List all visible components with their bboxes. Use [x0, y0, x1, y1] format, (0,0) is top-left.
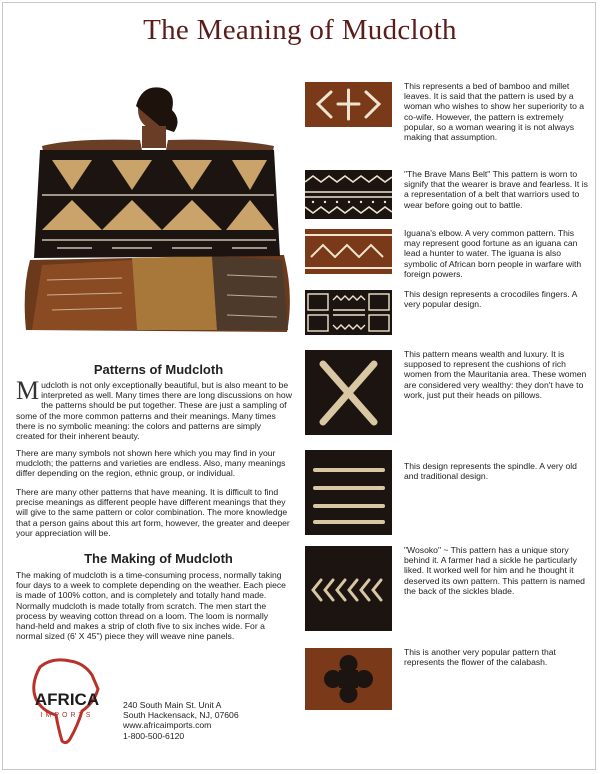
iguana-elbow-description: Iguana's elbow. A very common pattern. This may represent good fortune as an iguana can lead a hunter to water. The iguana is also symbolic of African born people in warfare with foreign powers.	[404, 228, 582, 279]
wealth-cushions-description: This pattern means wealth and luxury. It is supposed to represent the cushions of rich women from the Mauritania area. These women are considered very wealthy: they don't have to work, just put their heads on pillows.	[404, 349, 587, 400]
brave-mans-belt-pattern-swatch	[305, 170, 392, 219]
website-link[interactable]: www.africaimports.com	[123, 720, 212, 731]
sickle-pattern-swatch	[305, 546, 392, 631]
hero-photo-woman-with-mudcloth	[12, 80, 297, 340]
crocodile-fingers-description: This design represents a crocodiles fingers. A very popular design.	[404, 289, 577, 310]
spindle-description: This design represents the spindle. A very old and traditional design.	[404, 461, 577, 482]
patterns-meaning-paragraph: There are many other patterns that have meaning. It is difficult to find precise meanings as different people have different meanings that they will give to the same pattern or color combination. The more knowledge that a person gains about this art form, however, the greater and deeper your appreciation will be.	[16, 487, 290, 538]
logo-wordmark-imports: IMPORTS	[40, 712, 94, 719]
bamboo-bed-description: This represents a bed of bamboo and millet leaves. It is said that the pattern is used by a woman who wishes to show her superiority to a co-wife. However, the pattern is extremely popular, so a woman wearing it is not always making that assumption.	[404, 81, 585, 143]
calabash-flower-description: This is another very popular pattern that represents the flower of the calabash.	[404, 647, 556, 668]
africa-imports-logo	[22, 655, 112, 750]
wealth-cushions-pattern-swatch	[305, 350, 392, 435]
patterns-of-mudcloth-heading: Patterns of Mudcloth	[93, 362, 224, 377]
patterns-intro-paragraph: Mudcloth is not only exceptionally beautiful, but is also meant to be interpreted as well. Many times there are long discussions on how the patterns should be put together. These are just a sampling of some of the more common patterns and their meanings. Many times there is no symbolic meaning: the colors and patterns are simply created for their inherent beauty.	[16, 376, 292, 442]
crocodile-fingers-pattern-swatch	[305, 290, 392, 335]
address-street: 240 South Main St. Unit A	[123, 700, 222, 710]
logo-wordmark-africa: AFRICA	[34, 690, 100, 709]
bamboo-bed-pattern-swatch	[305, 82, 392, 127]
making-paragraph: The making of mudcloth is a time-consuming process, normally taking four days to a week to complete depending on the weather. Each piece is made of 100% cotton, and is completely and totally hand made. Normally mudcloth is made totally from scratch. The men start the process by weaving cotton thread on a loom. The loom is normally hand-held and makes a strip of cloth five to six inches wide. For a normal sized (6' X 45") piece they will weave nine panels.	[16, 570, 286, 642]
brave-mans-belt-description: "The Brave Mans Belt" This pattern is worn to signify that the wearer is brave and fearless. It is a representation of a belt that warriors used to wear before going out to battle.	[404, 169, 588, 210]
phone-number: 1-800-500-6120	[123, 730, 185, 741]
iguana-elbow-pattern-swatch	[305, 229, 392, 274]
drop-cap: M	[16, 376, 40, 405]
company-address	[123, 700, 239, 741]
sickle-description: "Wosoko" ~ This pattern has a unique story behind it. A farmer had a sickle he particularly liked. It worked well for him and he thought it deserved its own pattern. This pattern is named the back of the sickles blade.	[404, 545, 585, 596]
calabash-flower-pattern-swatch	[305, 648, 392, 710]
patterns-symbols-paragraph: There are many symbols not shown here which you may find in your mudcloth; the patterns and varieties are endless. Also, many meanings differ depending on the region, ethnic group, or individual.	[16, 448, 286, 479]
making-of-mudcloth-heading: The Making of Mudcloth	[84, 551, 233, 566]
spindle-pattern-swatch	[305, 450, 392, 535]
page-title: The Meaning of Mudcloth	[143, 14, 457, 46]
address-city: South Hackensack, NJ, 07606	[123, 710, 239, 721]
